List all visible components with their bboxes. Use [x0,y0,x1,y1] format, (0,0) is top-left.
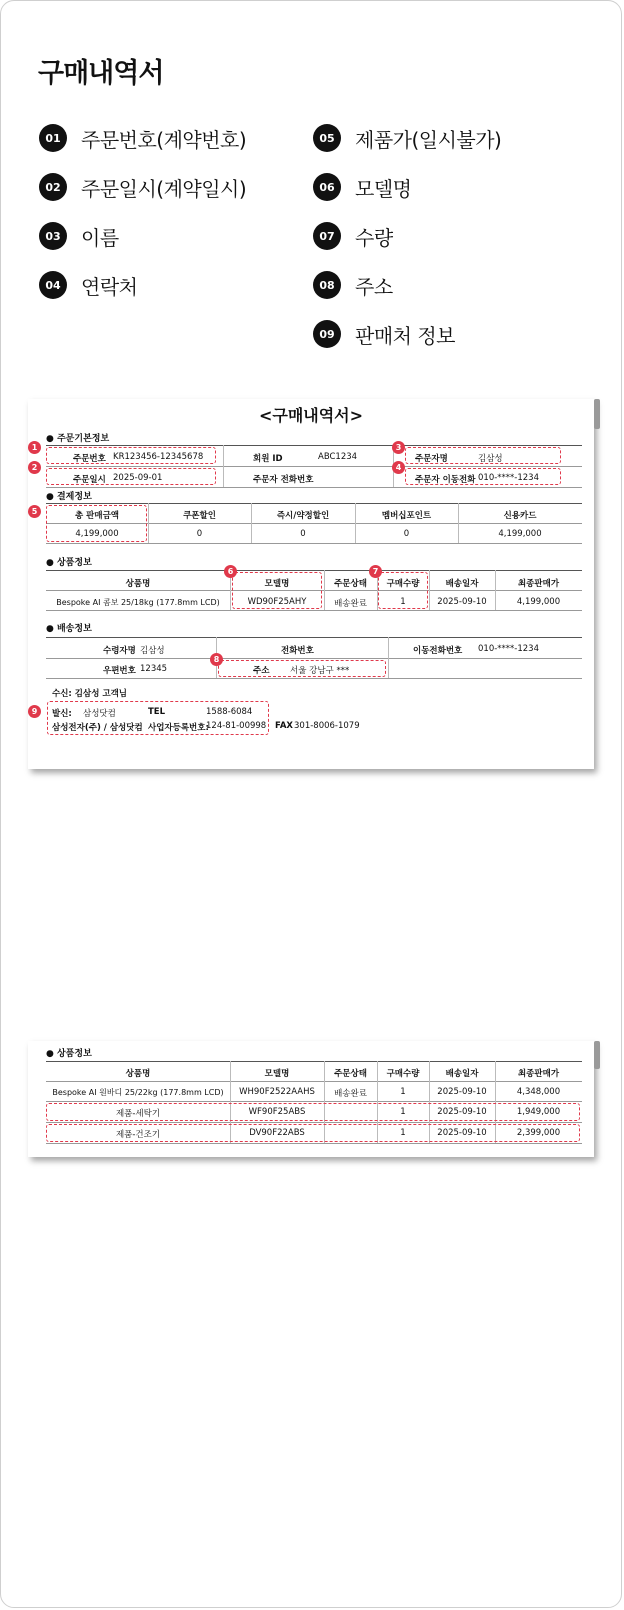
addr-value: 서울 강남구 *** [290,666,350,676]
product-header: 배송일자 [445,1069,479,1079]
payment-header: 쿠폰할인 [183,511,216,521]
fax-value: 301-8006-1079 [294,721,360,731]
legend-label: 제품가(일시불가) [355,127,502,152]
product-header: 모델명 [264,579,290,589]
legend-badge: 01 [39,124,67,152]
mark-3: 3 [392,441,405,454]
legend-item-01 [39,123,246,153]
legend-item-08 [313,270,393,300]
biz-label: 사업자등록번호: [148,723,209,733]
order-date-label: 주문일시 [73,475,106,485]
section-order-info: ● 주문기본정보 [46,434,110,444]
product-cell: 1 [400,1128,406,1138]
product-header: 최종판매가 [517,579,560,589]
mark-8: 8 [210,653,223,666]
payment-header: 신용카드 [503,511,537,521]
highlight-orderer-mobile [405,468,561,485]
zip-value: 12345 [140,664,168,674]
doc-scrollbar[interactable] [594,399,600,429]
orderer-phone-label: 주문자 전화번호 [253,475,314,485]
legend-badge: 06 [313,173,341,201]
mark-5: 5 [28,505,41,518]
legend-item-05 [313,123,501,153]
orderer-mobile-label: 주문자 이동전화 [415,475,476,485]
mark-2: 2 [28,461,41,474]
tel-label: TEL [148,707,166,717]
product-cell: Bespoke AI 콤보 25/18kg (177.8mm LCD) [56,598,220,607]
product-cell: WD90F25AHY [247,597,307,607]
product-cell: 1,949,000 [516,1107,561,1117]
mark-9: 9 [28,705,41,718]
legend-label: 주소 [355,274,393,299]
legend-item-02 [39,172,246,202]
product-cell: 2025-09-10 [437,1087,487,1097]
legend-badge: 05 [313,124,341,152]
legend-label: 판매처 정보 [355,323,455,348]
product-cell: 2,399,000 [516,1128,561,1138]
highlight-row-dryer [46,1124,580,1142]
legend-label: 주문번호(계약번호) [81,127,247,152]
payment-value: 4,199,000 [75,529,119,539]
phone-label: 전화번호 [281,646,314,656]
legend-item-03 [39,221,119,251]
product-cell: 제품-건조기 [115,1130,161,1140]
highlight-order-date [46,468,216,485]
mark-4: 4 [392,461,405,474]
product-cell: 2025-09-10 [437,1128,487,1138]
member-id-label: 회원 ID [253,454,283,464]
orderer-mobile-value: 010-****-1234 [478,473,539,483]
payment-value: 0 [196,529,203,539]
legend-badge: 02 [39,173,67,201]
highlight-row-washer [46,1103,580,1121]
biz-value: 124-81-00998 [206,721,267,731]
legend-badge: 07 [313,222,341,250]
product-cell: 4,348,000 [516,1087,561,1097]
legend-item-04 [39,270,137,300]
doc2-scrollbar[interactable] [594,1041,600,1069]
product-cell: 1 [400,1107,406,1117]
product-header: 주문상태 [334,1069,367,1079]
product-cell: WF90F25ABS [248,1107,306,1117]
to-line: 수신: 김삼성 고객님 [52,689,128,699]
product-cell: Bespoke AI 원바디 25/22kg (177.8mm LCD) [52,1088,224,1097]
product-cell: 2025-09-10 [437,597,487,607]
mobile-label: 이동전화번호 [413,646,463,656]
orderer-value: 김삼성 [478,454,503,464]
mark-1: 1 [28,441,41,454]
highlight-model [232,572,322,609]
legend-label: 수량 [355,225,393,250]
legend-item-06 [313,172,411,202]
highlight-orderer [405,447,561,464]
product-cell: WH90F2522AAHS [239,1087,315,1097]
legend-badge: 03 [39,222,67,250]
legend-label: 주문일시(계약일시) [81,176,247,201]
legend-item-07 [313,221,393,251]
legend-badge: 04 [39,271,67,299]
order-no-value: KR123456-12345678 [113,452,204,462]
highlight-quantity [378,572,428,609]
order-date-value: 2025-09-01 [113,473,163,483]
legend-badge: 08 [313,271,341,299]
section-payment: ● 결제정보 [46,492,92,502]
from-value: 삼성닷컴 [83,709,116,719]
orderer-label: 주문자명 [415,454,448,464]
company-name: 삼성전자(주) / 삼성닷컴 [52,723,143,733]
payment-value: 4,199,000 [498,529,542,539]
payment-header: 즉시/약정할인 [276,511,330,521]
page-title: 구매내역서 [38,58,164,89]
highlight-order-no [46,447,216,464]
product-cell: 제품-세탁기 [115,1109,161,1119]
product-header: 주문상태 [334,579,367,589]
product-cell: 4,199,000 [516,597,561,607]
zip-label: 우편번호 [103,666,136,676]
product-header: 배송일자 [445,579,479,589]
product-cell: DV90F22ABS [249,1128,305,1138]
product-header: 구매수량 [386,1069,420,1079]
product-cell: 배송완료 [334,599,367,609]
payment-value: 0 [403,529,410,539]
member-id-value: ABC1234 [318,452,358,462]
product-document-multi [28,1041,594,1157]
recipient-value: 김삼성 [140,646,165,656]
product-cell: 2025-09-10 [437,1107,487,1117]
addr-label: 주소 [253,666,270,676]
section-product: ● 상품정보 [46,558,92,568]
product-header: 상품명 [125,579,151,589]
order-no-label: 주문번호 [73,454,106,464]
product-header: 구매수량 [386,579,420,589]
fax-label: FAX [275,721,293,731]
highlight-total-price [46,505,147,542]
doc-title: <구매내역서> [258,406,364,425]
tel-value: 1588-6084 [206,707,253,717]
product-header: 최종판매가 [517,1069,560,1079]
mark-7: 7 [369,565,382,578]
product-header: 상품명 [125,1069,151,1079]
recipient-label: 수령자명 [103,646,136,656]
legend-label: 이름 [81,225,119,250]
highlight-address [218,660,386,677]
product-header: 모델명 [264,1069,290,1079]
section-shipping: ● 배송정보 [46,624,92,634]
legend-label: 모델명 [355,176,412,201]
legend-item-09 [313,319,455,349]
payment-header: 멤버십포인트 [381,511,432,521]
payment-value: 0 [300,529,306,539]
product-cell: 1 [400,1087,406,1097]
purchase-document [28,399,594,769]
mark-6: 6 [224,565,237,578]
payment-header: 총 판매금액 [74,511,119,521]
product-cell: 배송완료 [334,1089,367,1099]
from-label: 발신: [52,709,72,719]
section-product-2: ● 상품정보 [46,1049,92,1059]
mobile-value: 010-****-1234 [478,644,539,654]
legend-badge: 09 [313,320,341,348]
legend-label: 연락처 [81,274,138,299]
highlight-seller [47,701,269,735]
product-cell: 1 [400,597,406,607]
